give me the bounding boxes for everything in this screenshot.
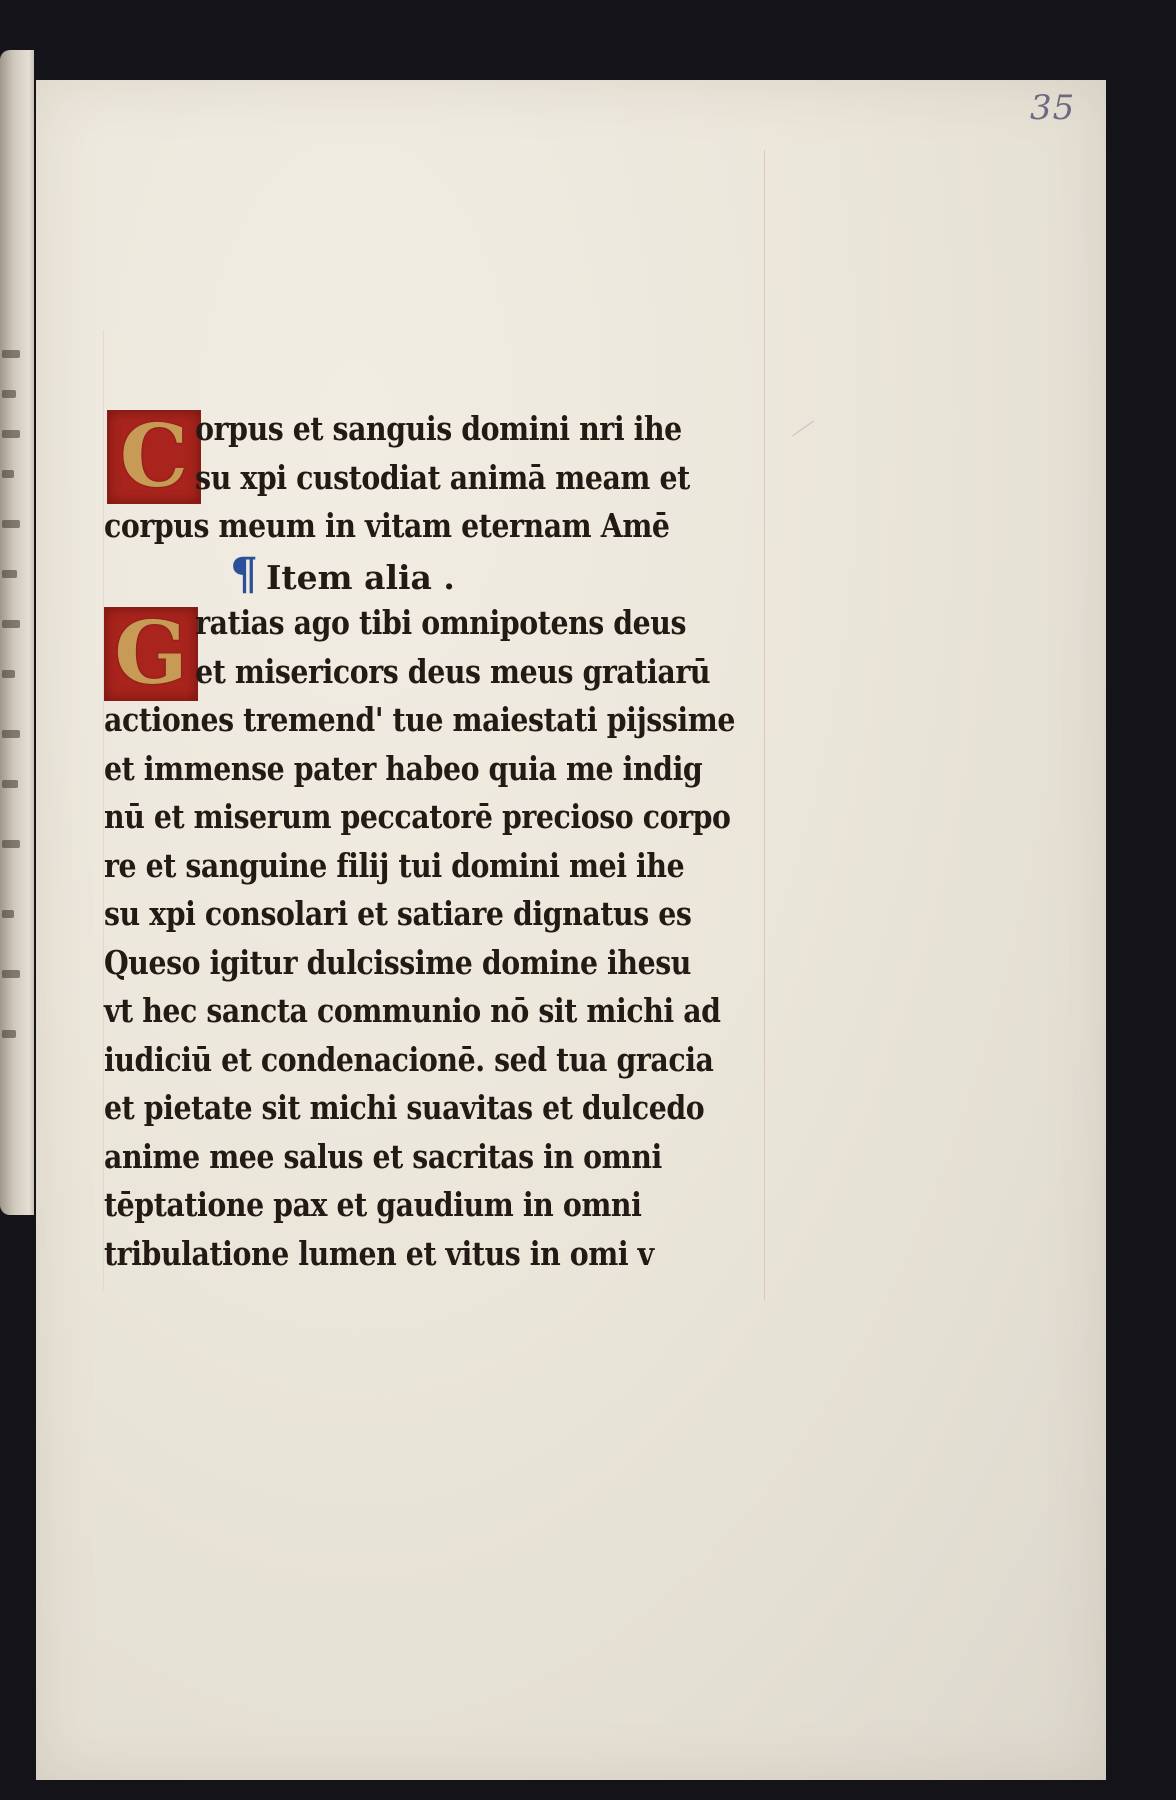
text-line: ratias ago tibi omnipotens deus: [195, 603, 687, 642]
text-line: corpus meum in vitam eternam Amē: [104, 506, 670, 545]
text-line: re et sanguine filij tui domini mei ihe: [104, 845, 685, 885]
text-line: anime mee salus et sacritas in omni: [104, 1136, 662, 1176]
text-line: su xpi consolari et satiare dignatus es: [104, 894, 692, 933]
folio-number: 35: [1030, 88, 1076, 128]
text-line: orpus et sanguis domini nri ihe: [195, 409, 682, 448]
text-line: actiones tremend' tue maiestati pijssime: [104, 700, 735, 739]
text-line: nū et miserum peccatorē precioso corpo: [104, 797, 731, 836]
text-column: [104, 405, 784, 1278]
text-line: tēptatione pax et gaudium in omni: [104, 1185, 642, 1224]
text-line: tribulatione lumen et vitus in omi v: [104, 1233, 654, 1273]
initial-letter-c: C: [119, 406, 189, 507]
rubric-text: Item alia .: [266, 557, 455, 597]
paraph-mark: ¶: [230, 548, 258, 600]
facing-page-edge: [0, 50, 34, 1215]
text-line: vt hec sancta communio nō sit michi ad: [104, 991, 721, 1030]
text-line: iudiciū et condenacionē. sed tua gracia: [104, 1039, 714, 1079]
rubric-heading: [104, 548, 784, 600]
text-line: et immense pater habeo quia me indig: [104, 748, 703, 788]
text-line: Queso igitur dulcissime domine ihesu: [104, 942, 691, 982]
text-line: et pietate sit michi suavitas et dulcedo: [104, 1088, 705, 1127]
text-line: su xpi custodiat animā meam et: [195, 457, 690, 497]
text-line: et misericors deus meus gratiarū: [195, 651, 711, 691]
initial-letter-g: G: [114, 603, 188, 704]
